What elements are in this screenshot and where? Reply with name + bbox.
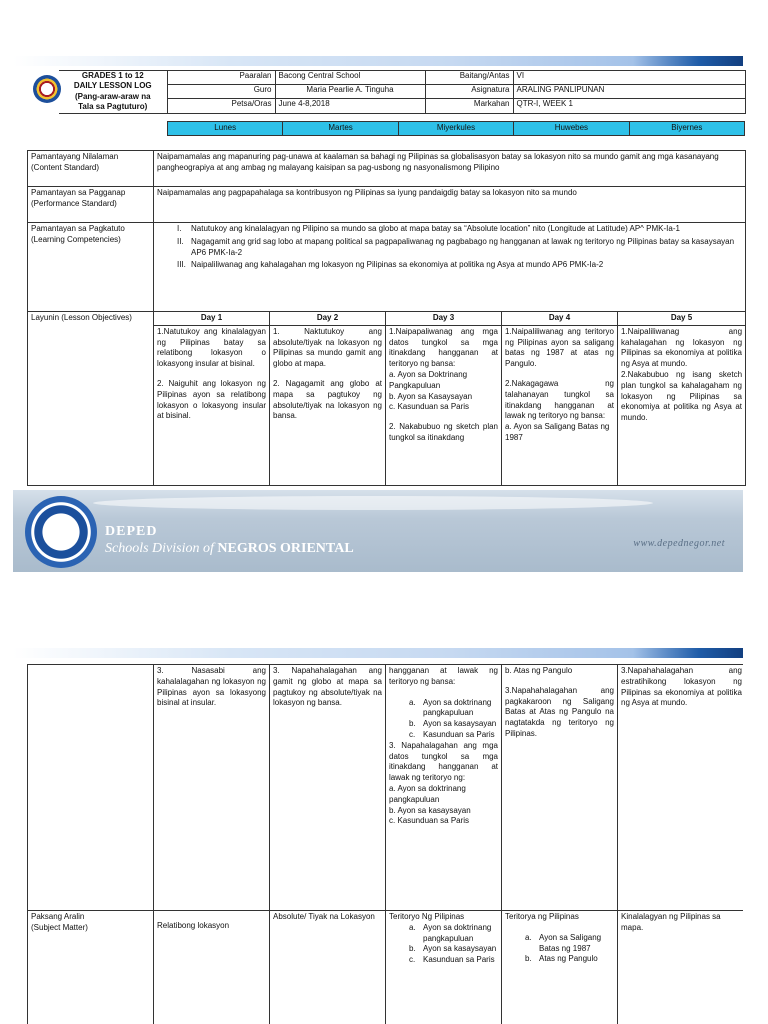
deped-seal-icon (33, 75, 61, 103)
objective-text: 2.Nakabubuo ng isang sketch plan tungkol sa kahalagaham ng lokasyon ng Pilipinas sa ekonomiya at politika ng Asya at mundo. (621, 369, 743, 423)
list-letter: b. (525, 954, 532, 964)
list-text: Ayon sa kasaysayan (423, 719, 497, 729)
day3-subject-list (389, 923, 498, 966)
top-decorative-band (13, 648, 743, 658)
objective-text: 1.Naipaliliwanag ang teritoryo ng Pilipinas ayon sa saligang batas ng 1987 at atas ng Pangulo. (505, 326, 614, 369)
list-text: Ayon sa doktrinang pangkapuluan (423, 697, 492, 718)
deped-seal-cell (27, 71, 59, 114)
lesson-table-continued (27, 664, 743, 1024)
grade-value: VI (513, 71, 745, 85)
title-line: Tala sa Pagtuturo) (78, 102, 148, 112)
day4-objectives-cont (502, 665, 618, 911)
deped-footer-banner (13, 490, 743, 572)
objective-subitem: b. Ayon sa kasaysayan (389, 805, 471, 815)
deped-logo-icon (25, 496, 97, 568)
objective-text: 3. Napahahalagahan ang gamit ng globo at mapa sa pagtukoy ng absolute/tiyak na lokasyon ng bansa. (273, 666, 382, 708)
list-letter: b. (409, 719, 416, 729)
day2-objectives (270, 325, 386, 485)
title-line: GRADES 1 to 12 (81, 71, 144, 80)
objectives-label: Layunin (Lesson Objectives) (28, 312, 154, 486)
row-label: Pamantayan sa Pagganap (31, 188, 126, 197)
day-heading: Day 3 (386, 312, 502, 326)
objective-text: 2.Nakagagawa ng talahanayan tungkol sa itinakdang hangganan at lawak ng teritoryo ng bansa: (505, 378, 614, 421)
grade-label: Baitang/Antas (425, 71, 513, 85)
division-prefix: Schools Division of (105, 541, 214, 556)
title-line: (Pang-araw-araw na (74, 91, 151, 101)
objective-text: 1. Naktutukoy ang absolute/tiyak na lokasyon ng Pilipinas sa mundo gamit ang globo at mapa. (273, 326, 382, 369)
weekday-cell: Martes (283, 122, 398, 136)
row-label: (Performance Standard) (31, 198, 117, 208)
list-letter: a. (409, 697, 416, 707)
website-text: www.depednegor.net (633, 538, 725, 549)
teacher-label: Guro (167, 85, 275, 99)
document-page-2 (13, 648, 743, 1024)
day1-objectives (154, 325, 270, 485)
competency-number: III. (177, 260, 186, 270)
list-item (409, 923, 498, 945)
list-item (525, 954, 614, 965)
competency-item (157, 237, 742, 259)
top-decorative-band (13, 56, 743, 66)
list-text: Atas ng Pangulo (539, 954, 598, 964)
weekday-cell: Lunes (168, 122, 283, 136)
list-item (409, 719, 498, 730)
row-label: Pamantayang Nilalaman (31, 152, 119, 161)
competencies-list (154, 223, 746, 312)
row-label: (Content Standard) (31, 162, 100, 172)
objective-subitem: a. Ayon sa doktrinang pangkapuluan (389, 783, 466, 804)
list-item (409, 698, 498, 720)
weekday-table (167, 121, 745, 136)
day4-subject (502, 911, 618, 1024)
school-value: Bacong Central School (275, 71, 425, 85)
subject-value: ARALING PANLIPUNAN (513, 85, 745, 99)
list-text: Kasunduan sa Paris (423, 729, 495, 739)
competency-text: Natutukoy ang kinalalagyan ng Pilipino sa mundo sa globo at mapa batay sa “Absolute location” nito (Longitude at Latitude) AP^ PMK-Ia-1 (191, 224, 680, 233)
day3-subject (386, 911, 502, 1024)
objective-subitem: a. Ayon sa Saligang Batas ng 1987 (505, 422, 610, 442)
weekday-cell: Biyernes (629, 122, 744, 136)
day1-subject: Relatibong lokasyon (154, 911, 270, 1024)
objective-text: 3.Napahahalagahan ang estratihikong lokasyon ng Pilipinas sa ekonomiya at politika ng Asya at mundo. (621, 666, 742, 708)
competency-item (157, 260, 742, 271)
row-label: Paksang Aralin (31, 912, 85, 921)
subject-matter-label (28, 911, 154, 1024)
objective-text: 3. Nasasabi ang kahalalagahan ng lokasyon ng Pilipinas ayon sa lokasyong bisinal at insular. (157, 666, 266, 708)
day4-subject-list (505, 933, 614, 965)
objective-text: 2. Nagagamit ang globo at mapa sa pagtukoy ng absolute/tiyak na lokasyon ng bansa. (273, 378, 382, 421)
lesson-table (27, 150, 746, 486)
quarter-label: Markahan (425, 99, 513, 113)
footer-wave (93, 496, 653, 510)
day2-objectives-cont (270, 665, 386, 911)
division-title: NEGROS ORIENTAL (217, 541, 354, 556)
header-table (27, 70, 746, 114)
objective-text: 1.Naipapaliwanag ang mga datos tungkol sa mga itinakdang hangganan at teritoryo ng bansa: (389, 326, 498, 369)
list-item (409, 730, 498, 741)
day2-subject: Absolute/ Tiyak na Lokasyon (270, 911, 386, 1024)
objective-subitem: a. Ayon sa Doktrinang Pangkapuluan (389, 369, 468, 390)
day5-subject: Kinalalagyan ng Pilipinas sa mapa. (618, 911, 744, 1024)
top-swoosh (633, 56, 743, 66)
quarter-value: QTR-I, WEEK 1 (513, 99, 745, 113)
objectives-label-continued (28, 665, 154, 911)
day-heading: Day 2 (270, 312, 386, 326)
title-line: DAILY LESSON LOG (73, 81, 152, 91)
division-name (105, 541, 354, 557)
top-swoosh (633, 648, 743, 658)
performance-standard-text: Naipamamalas ang pagpapahalaga sa kontribusyon ng Pilipinas sa iyung pandaigdig batay sa lokasyon nito sa mundo (154, 187, 746, 223)
subject-title: Teritoryo Ng Pilipinas (389, 912, 465, 921)
performance-standard-label (28, 187, 154, 223)
weekday-cell: Huwebes (514, 122, 629, 136)
objective-text: hangganan at lawak ng teritoryo ng bansa: (389, 666, 498, 686)
date-value: June 4-8,2018 (275, 99, 425, 113)
day5-objectives (618, 325, 746, 485)
content-standard-label (28, 151, 154, 187)
list-item (409, 955, 498, 966)
day3-sublist (389, 698, 498, 741)
row-label: Pamantayan sa Pagkatuto (31, 224, 125, 233)
document-page-1 (13, 56, 743, 572)
objective-subitem: b. Ayon sa Kasaysayan (389, 391, 473, 401)
list-letter: a. (525, 932, 532, 942)
list-letter: c. (409, 729, 416, 739)
day3-objectives-cont (386, 665, 502, 911)
dll-title (59, 71, 167, 114)
objective-subitem: c. Kasunduan sa Paris (389, 816, 470, 826)
competency-number: II. (177, 236, 184, 246)
objective-text: 1.Naipaliliwanag ang kahalagahan ng lokasyon ng Pilipinas sa ekonomiya at politika ng Asya at mundo. (621, 326, 743, 369)
competency-item (157, 224, 742, 235)
list-item (525, 933, 614, 955)
content-standard-text: Naipamamalas ang mapanuring pag-unawa at kaalaman sa bahagi ng Pilipinas sa globalisasyon batay sa lokasyon nito sa mundo gamit ang mga kasanayang pangheograpiya at ang ambag ng malayang kaisipan sa pag-usbong ng nasyonalismong Pilipino (154, 151, 746, 187)
competency-text: Nagagamit ang grid sag lobo at mapang political sa pagpapaliwanag ng pagbabago ng hangganan at lawak ng teritoryo ng Pilipinas batay sa kasaysayan AP6 PMK-Ia-2 (191, 236, 735, 257)
day4-objectives (502, 325, 618, 485)
teacher-value: Maria Pearlie A. Tinguha (275, 85, 425, 99)
school-label: Paaralan (167, 71, 275, 85)
objective-subitem: c. Kasunduan sa Paris (389, 402, 470, 412)
objective-text: 2. Naiguhit ang lokasyon ng Pilipinas ayon sa relatibong lokasyon o lokasyong insular at bisinal. (157, 378, 266, 421)
deped-wordmark: DEPED (105, 524, 158, 539)
row-label: (Subject Matter) (31, 922, 88, 932)
row-label: (Learning Competencies) (31, 234, 121, 244)
day-heading: Day 1 (154, 312, 270, 326)
list-text: Ayon sa Saligang Batas ng 1987 (539, 932, 602, 953)
day-heading: Day 5 (618, 312, 746, 326)
competency-number: I. (177, 224, 182, 233)
objective-text: 3. Napahalagahan ang mga datos tungkol sa mga itinakdang hangganan at lawak ng teritoryo ng: (389, 740, 498, 783)
date-label: Petsa/Oras (167, 99, 275, 113)
list-item (409, 944, 498, 955)
list-text: Ayon sa kasaysayan (423, 944, 497, 954)
objective-subitem: b. Atas ng Pangulo (505, 666, 573, 675)
list-letter: c. (409, 955, 416, 965)
list-letter: a. (409, 922, 416, 932)
list-letter: b. (409, 944, 416, 954)
subject-title: Teritorya ng Pilipinas (505, 912, 579, 921)
list-text: Ayon sa doktrinang pangkapuluan (423, 922, 492, 943)
day1-objectives-cont (154, 665, 270, 911)
competency-text: Naipaliliwanag ang kahalagahan mg lokasyon ng Pilipinas sa ekonomiya at politika ng Asya at mundo AP6 PMK-Ia-2 (191, 260, 604, 270)
subject-label: Asignatura (425, 85, 513, 99)
competencies-label (28, 223, 154, 312)
list-text: Kasunduan sa Paris (423, 955, 495, 965)
day-heading: Day 4 (502, 312, 618, 326)
day5-objectives-cont (618, 665, 744, 911)
objective-text: 1.Natutukoy ang kinalalagyan ng Pilipinas batay sa relatibong lokasyon o lokasyong insular at bisinal. (157, 326, 266, 369)
day3-objectives (386, 325, 502, 485)
objective-text: 2. Nakabubuo ng sketch plan tungkol sa itinakdang (389, 422, 498, 442)
weekday-cell: Miyerkules (398, 122, 513, 136)
objective-text: 3.Napahahalagahan ang pagkakaroon ng Saligang Batas at Atas ng Pangulo na nagtatakda ng teritoryo ng Pilipinas. (505, 685, 614, 738)
